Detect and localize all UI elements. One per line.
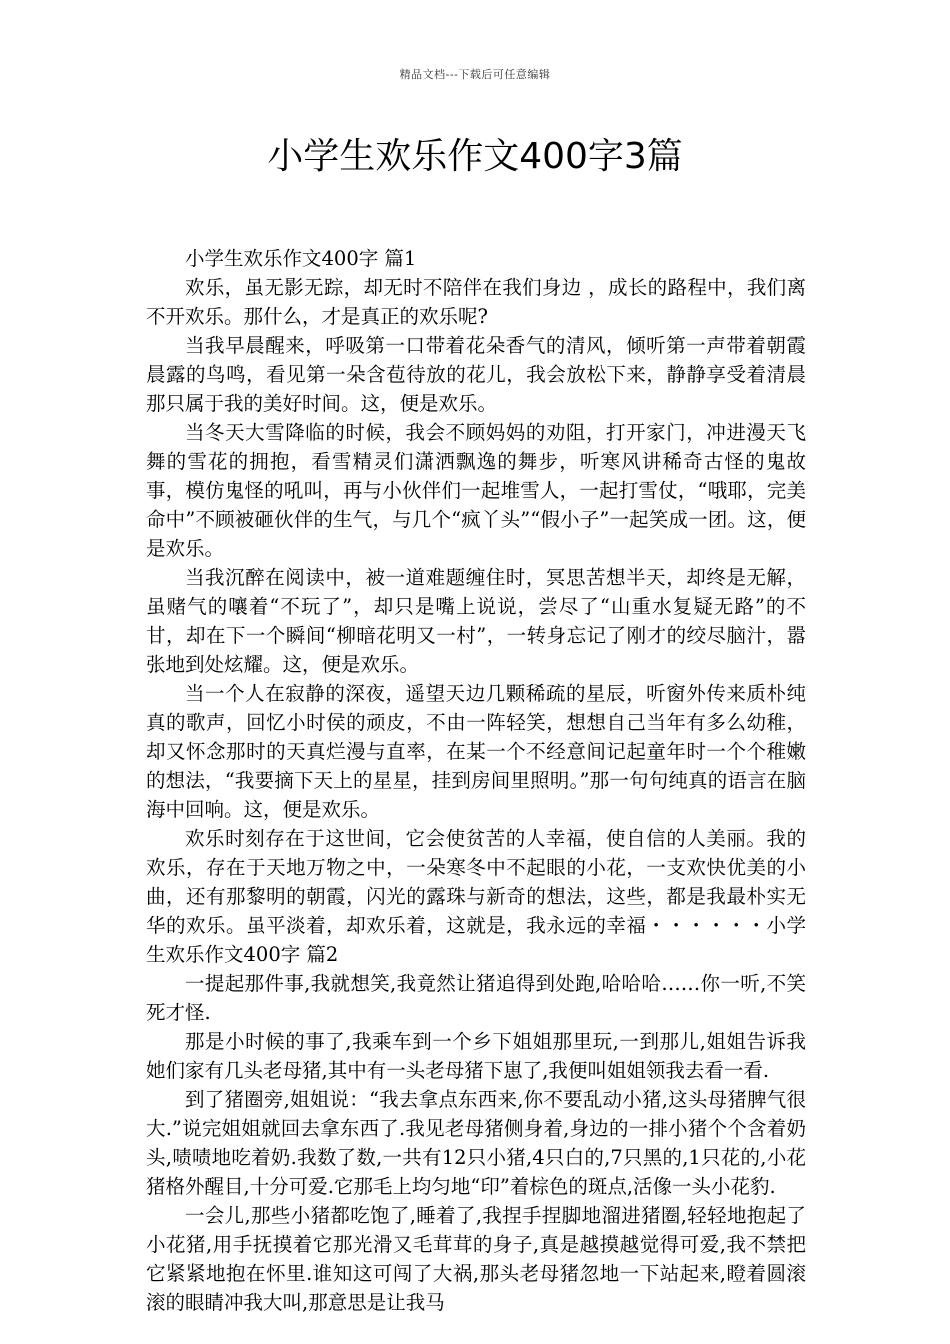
paragraph: 一会儿,那些小猪都吃饱了,睡着了,我捏手捏脚地溜进猪圈,轻轻地抱起了小花猪,用手抚摸着它那光滑又毛茸茸的身子,真是越摸越觉得可爱,我不禁把它紧紧地抱在怀里.谁知这可闯了大祸,那头老母猪忽地一下站起来,瞪着圆滚滚的眼睛冲我大叫,那意思是让我马 — [146, 1204, 806, 1314]
paragraph: 一提起那件事,我就想笑,我竟然让猪追得到处跑,哈哈哈……你一听,不笑死才怪. — [146, 972, 806, 1024]
section-heading: 小学生欢乐作文400字 篇1 — [185, 247, 417, 270]
paragraph: 那是小时候的事了,我乘车到一个乡下姐姐那里玩,一到那儿,姐姐告诉我她们家有几头老母猪,其中有一头老母猪下崽了,我便叫姐姐领我去看一看. — [146, 1030, 806, 1082]
paragraph: 到了猪圈旁,姐姐说：“我去拿点东西来,你不要乱动小猪,这头母猪脾气很大.”说完姐姐就回去拿东西了.我见老母猪侧身着,身边的一排小猪个个含着奶头,啧啧地吃着奶.我数了数,一共有12只小猪,4只白的,7只黑的,1只花的,小花猪格外醒目,十分可爱.它那毛上均匀地“印”着棕色的斑点,活像一头小花豹. — [146, 1088, 806, 1198]
document-title: 小学生欢乐作文400字3篇 — [267, 136, 683, 177]
paragraph: 当一个人在寂静的深夜，遥望天边几颗稀疏的星辰，听窗外传来质朴纯真的歌声，回忆小时侯的顽皮，不由一阵轻笑，想想自己当年有多么幼稚，却又怀念那时的天真烂漫与直率，在某一个不经意间记起童年时一个个稚嫩的想法，“我要摘下天上的星星，挂到房间里照明。”那一句句纯真的语言在脑海中回响。这，便是欢乐。 — [146, 682, 806, 821]
paragraph: 当我早晨醒来，呼吸第一口带着花朵香气的清风，倾听第一声带着朝霞晨露的鸟鸣，看见第一朵含苞待放的花儿，我会放松下来，静静享受着清晨那只属于我的美好时间。这，便是欢乐。 — [146, 334, 806, 415]
document-body — [146, 244, 806, 1317]
paragraph: 欢乐，虽无影无踪，却无时不陪伴在我们身边 ，成长的路程中，我们离不开欢乐。那什么，才是真正的欢乐呢? — [146, 276, 806, 328]
paragraph: 当冬天大雪降临的时候，我会不顾妈妈的劝阻，打开家门，冲进漫天飞舞的雪花的拥抱，看雪精灵们潇洒飘逸的舞步，听寒风讲稀奇古怪的鬼故事，模仿鬼怪的吼叫，再与小伙伴们一起堆雪人，一起打雪仗，“哦耶，完美命中”不顾被砸伙伴的生气，与几个“疯丫头”“假小子”一起笑成一团。这，便是欢乐。 — [146, 421, 806, 560]
header-note: 精品文档---下载后可任意编辑 — [399, 68, 551, 81]
paragraph: 欢乐时刻存在于这世间，它会使贫苦的人幸福，使自信的人美丽。我的欢乐，存在于天地万物之中，一朵寒冬中不起眼的小花，一支欢快优美的小曲，还有那黎明的朝霞，闪光的露珠与新奇的想法，这些，都是我最朴实无华的欢乐。虽平淡着，却欢乐着，这就是，我永远的幸福・・・・・・小学生欢乐作文400字 篇2 — [146, 827, 806, 966]
paragraph: 当我沉醉在阅读中，被一道难题缠住时，冥思苦想半天，却终是无解，虽赌气的嚷着“不玩了”，却只是嘴上说说，尝尽了“山重水复疑无路”的不甘，却在下一个瞬间“柳暗花明又一村”，一转身忘记了刚才的绞尽脑汁，嚣张地到处炫耀。这，便是欢乐。 — [146, 566, 806, 676]
